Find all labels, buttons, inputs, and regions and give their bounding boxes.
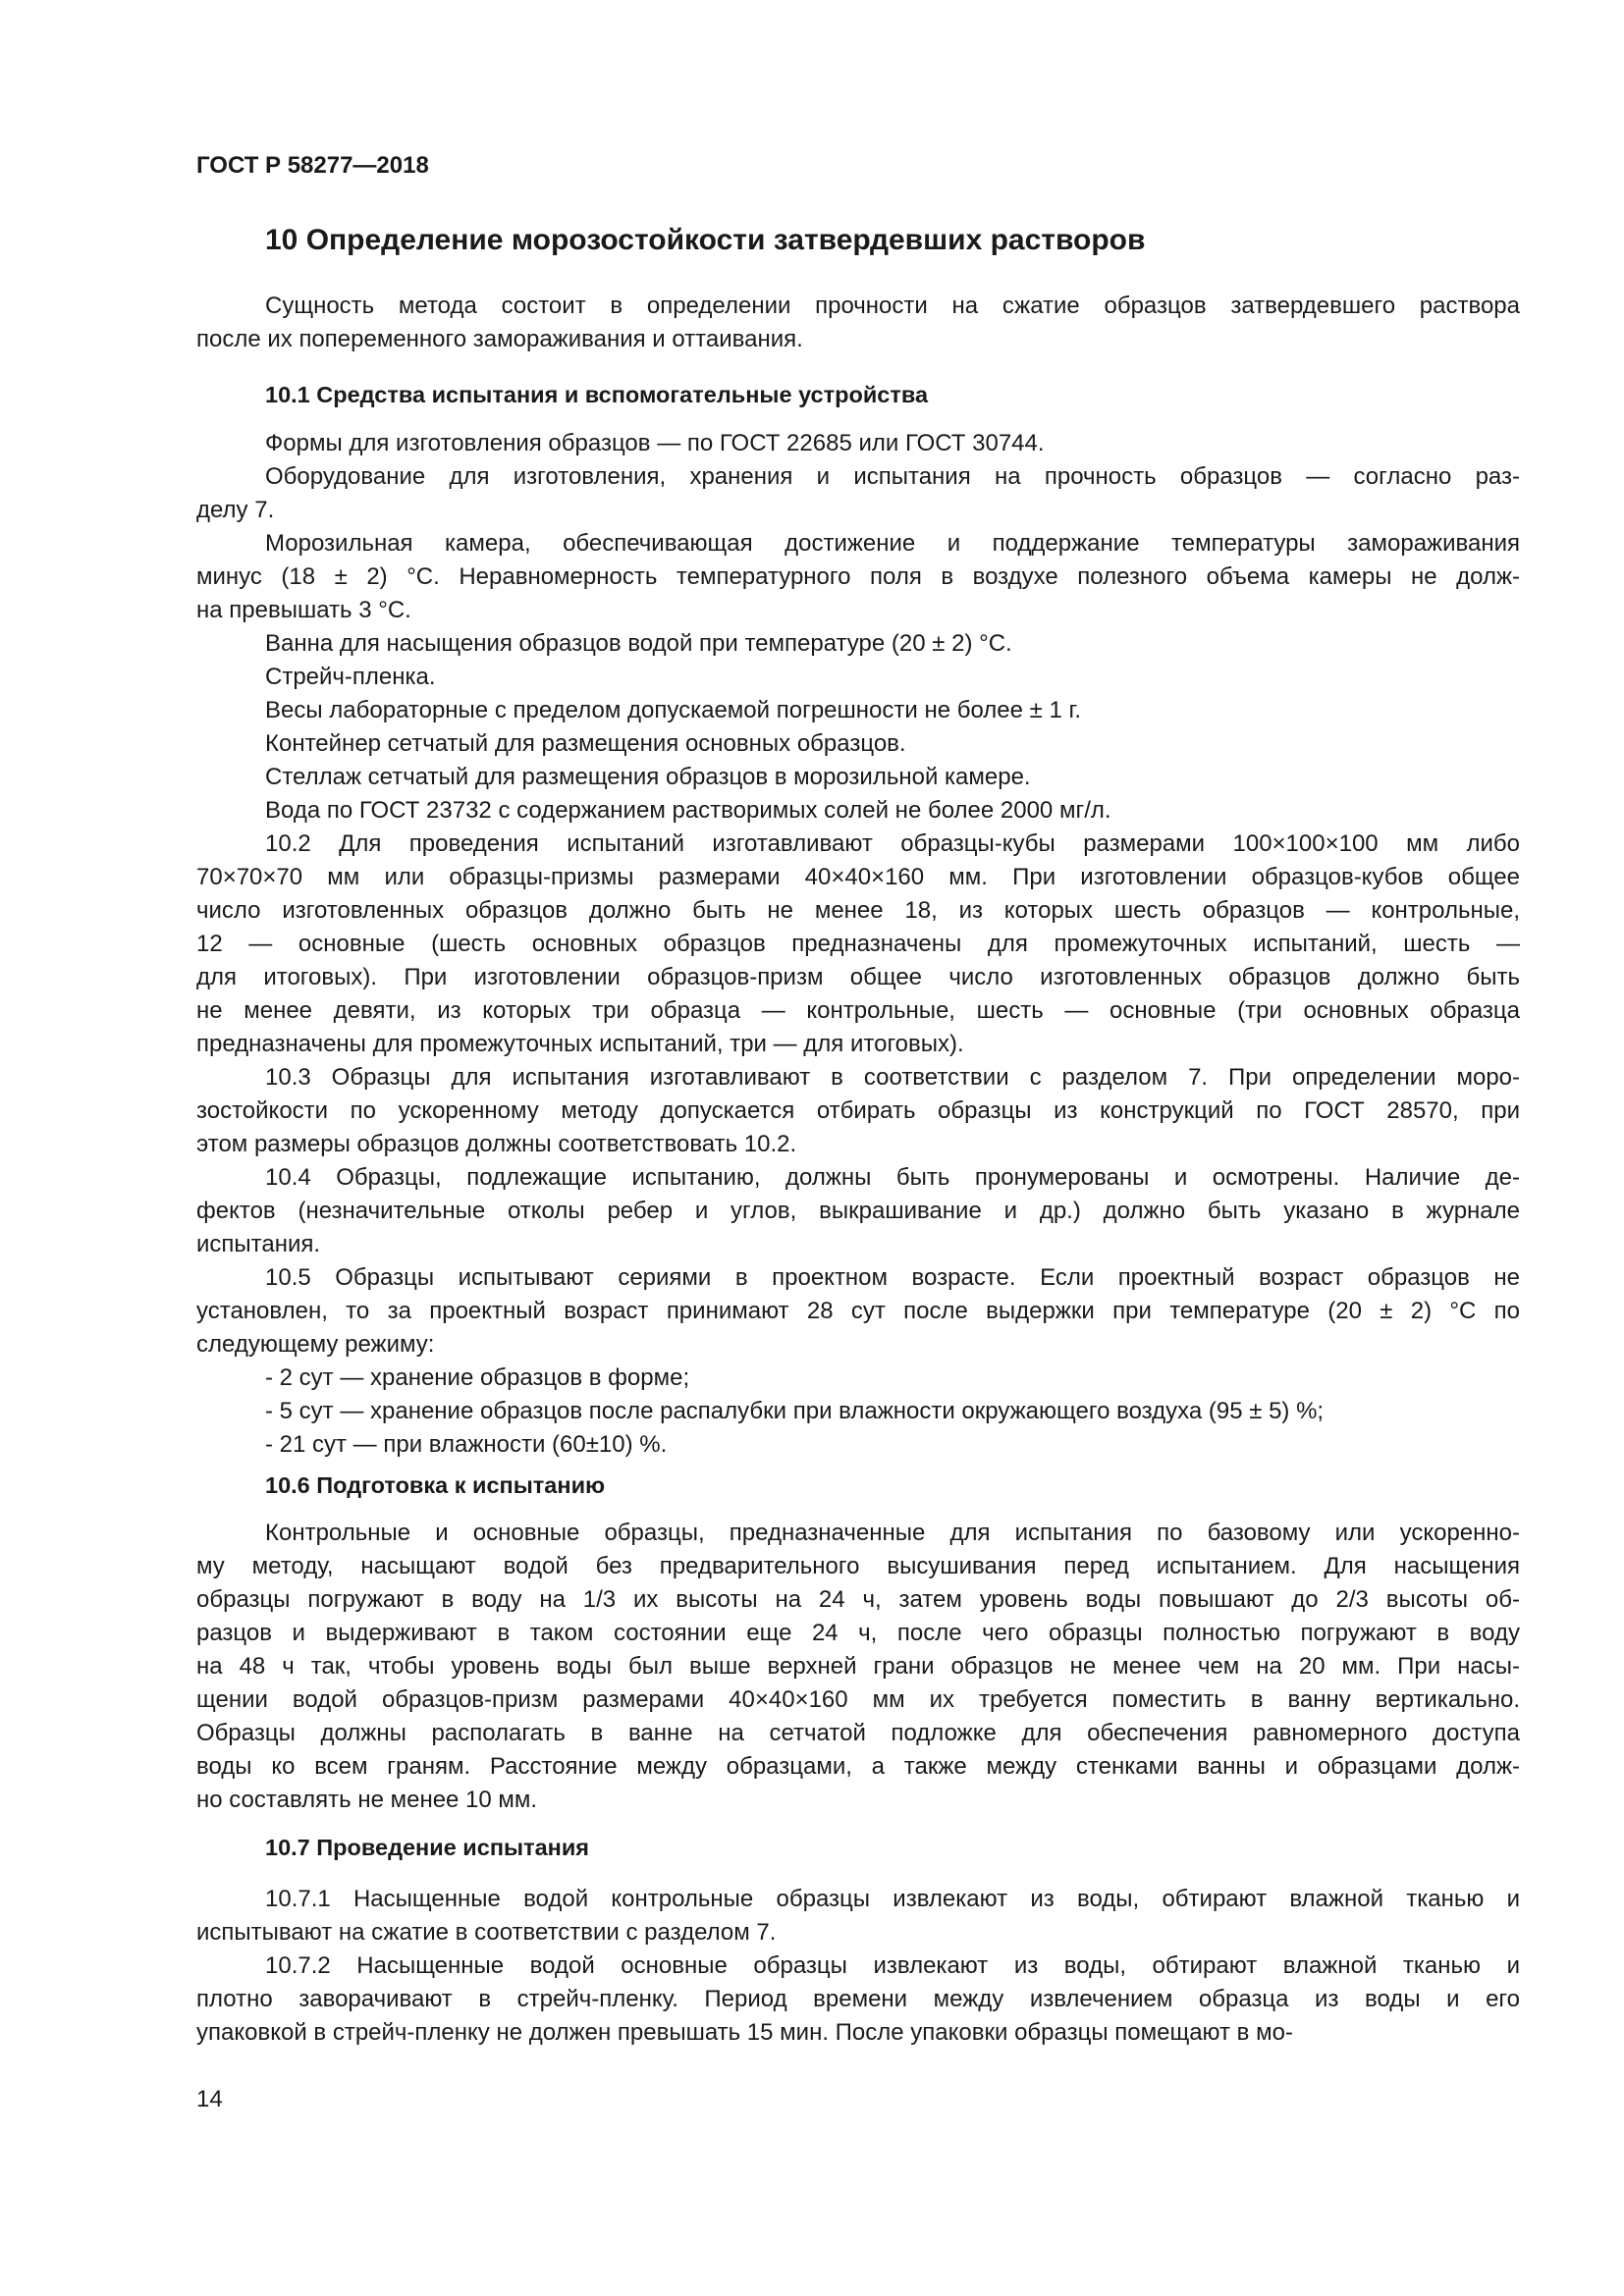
text-line: 70×70×70 мм или образцы-призмы размерами 40×40×160 мм. При изготовлении образцов-кубов общее [196,864,1520,890]
text-line: установлен, то за проектный возраст принимают 28 сут после выдержки при температуре (20 ± 2) °С по [196,1298,1520,1324]
text-line: Контрольные и основные образцы, предназначенные для испытания по базовому или ускоренно- [265,1520,1520,1546]
paragraph [196,1261,1520,1362]
text-line: число изготовленных образцов должно быть не менее 18, из которых шесть образцов — контрольные, [196,897,1520,924]
text-line: 10.7.1 Насыщенные водой контрольные образцы извлекают из воды, обтирают влажной тканью и [265,1886,1520,1912]
text-line: 10.5 Образцы испытывают сериями в проектном возрасте. Если проектный возраст образцов не [265,1264,1520,1291]
paragraph [196,290,1520,356]
text-line: фектов (незначительные отколы ребер и углов, выкрашивание и др.) должно быть указано в журнале [196,1198,1520,1224]
text-line: Весы лабораторные с пределом допускаемой погрешности не более ± 1 г. [265,697,1081,723]
text-line: Стеллаж сетчатый для размещения образцов в морозильной камере. [265,764,1031,790]
text-line: - 21 сут — при влажности (60±10) %. [265,1431,668,1458]
paragraph [196,1949,1520,2050]
text-line: воды ко всем граням. Расстояние между образцами, а также между стенками ванны и образцами долж- [196,1753,1520,1780]
text-line: образцы погружают в воду на 1/3 их высоты на 24 ч, затем уровень воды повышают до 2/3 высоты об- [196,1586,1520,1613]
text-line: этом размеры образцов должны соответствовать 10.2. [196,1131,797,1157]
text-line: 12 — основные (шесть основных образцов предназначены для промежуточных испытаний, шесть — [196,931,1520,957]
text-line: щении водой образцов-призм размерами 40×40×160 мм их требуется поместить в ванну вертикально. [196,1686,1520,1713]
text-line: Ванна для насыщения образцов водой при температуре (20 ± 2) °С. [265,630,1012,657]
text-line: Контейнер сетчатый для размещения основных образцов. [265,730,906,757]
body-text-10-1-to-10-5 [196,427,1520,1462]
text-line: - 2 сут — хранение образцов в форме; [265,1364,690,1391]
text-line: испытывают на сжатие в соответствии с разделом 7. [196,1919,777,1946]
paragraph [196,460,1520,527]
paragraph [196,761,1520,794]
document-header: ГОСТ Р 58277—2018 [196,152,429,179]
text-line: Сущность метода состоит в определении прочности на сжатие образцов затвердевшего раствора [265,293,1520,319]
paragraph [196,661,1520,694]
paragraph [196,794,1520,828]
text-line: зостойкости по ускоренному методу допускается отбирать образцы из конструкций по ГОСТ 28570, при [196,1097,1520,1124]
paragraph [196,1883,1520,1949]
paragraph [196,1161,1520,1261]
intro-text [196,290,1520,356]
text-line: упаковкой в стрейч-пленку не должен превышать 15 мин. После упаковки образцы помещают в мо- [196,2019,1293,2046]
text-line: Морозильная камера, обеспечивающая достижение и поддержание температуры замораживания [265,530,1520,557]
subsection-heading-10-1: 10.1 Средства испытания и вспомогательные устройства [265,382,929,407]
text-line: 10.7.2 Насыщенные водой основные образцы извлекают из воды, обтирают влажной тканью и [265,1952,1520,1979]
text-line: для итоговых). При изготовлении образцов-призм общее число изготовленных образцов должно быть [196,964,1520,990]
paragraph [196,1517,1520,1817]
text-line: 10.4 Образцы, подлежащие испытанию, должны быть пронумерованы и осмотрены. Наличие де- [265,1164,1520,1191]
text-line: на 48 ч так, чтобы уровень воды был выше верхней грани образцов не менее чем на 20 мм. При насы- [196,1653,1520,1680]
text-line: разцов и выдерживают в таком состоянии еще 24 ч, после чего образцы полностью погружают в воду [196,1620,1520,1646]
text-line: на превышать 3 °С. [196,597,411,623]
text-line: 10.3 Образцы для испытания изготавливают в соответствии с разделом 7. При определении моро- [265,1064,1520,1091]
text-line: испытания. [196,1231,321,1257]
text-line: делу 7. [196,497,275,523]
text-line: предназначены для промежуточных испытаний, три — для итоговых). [196,1031,964,1057]
text-line: плотно заворачивают в стрейч-пленку. Период времени между извлечением образца из воды и его [196,1986,1520,2012]
text-line: следующему режиму: [196,1331,435,1358]
paragraph [196,1061,1520,1161]
text-line: Оборудование для изготовления, хранения и испытания на прочность образцов — согласно раз- [265,463,1520,490]
text-line: но составлять не менее 10 мм. [196,1787,538,1813]
body-text-10-6 [196,1517,1520,1817]
text-line: Вода по ГОСТ 23732 с содержанием растворимых солей не более 2000 мг/л. [265,797,1111,824]
text-line: 10.2 Для проведения испытаний изготавливают образцы-кубы размерами 100×100×100 мм либо [265,830,1520,857]
list-item [196,1428,1520,1462]
section-title: 10 Определение морозостойкости затвердевших растворов [265,224,1146,256]
body-text-10-7 [196,1883,1520,2050]
page-number: 14 [196,2086,223,2112]
text-line: Образцы должны располагать в ванне на сетчатой подложке для обеспечения равномерного доступа [196,1720,1520,1746]
paragraph [196,727,1520,761]
text-line: му методу, насыщают водой без предварительного высушивания перед испытанием. Для насыщения [196,1553,1520,1579]
paragraph [196,527,1520,627]
paragraph [196,694,1520,727]
list-item [196,1395,1520,1428]
list-item [196,1362,1520,1395]
text-line: после их попеременного замораживания и оттаивания. [196,326,803,352]
subsection-heading-10-6: 10.6 Подготовка к испытанию [265,1472,606,1498]
paragraph [196,427,1520,460]
paragraph [196,627,1520,661]
text-line: минус (18 ± 2) °С. Неравномерность температурного поля в воздухе полезного объема камеры не долж- [196,563,1520,590]
subsection-heading-10-7: 10.7 Проведение испытания [265,1835,590,1860]
paragraph [196,828,1520,1061]
text-line: Формы для изготовления образцов — по ГОСТ 22685 или ГОСТ 30744. [265,430,1045,456]
text-line: не менее девяти, из которых три образца — контрольные, шесть — основные (три основных образца [196,997,1520,1024]
text-line: - 5 сут — хранение образцов после распалубки при влажности окружающего воздуха (95 ± 5) %; [265,1398,1325,1424]
text-line: Стрейч-пленка. [265,664,436,690]
